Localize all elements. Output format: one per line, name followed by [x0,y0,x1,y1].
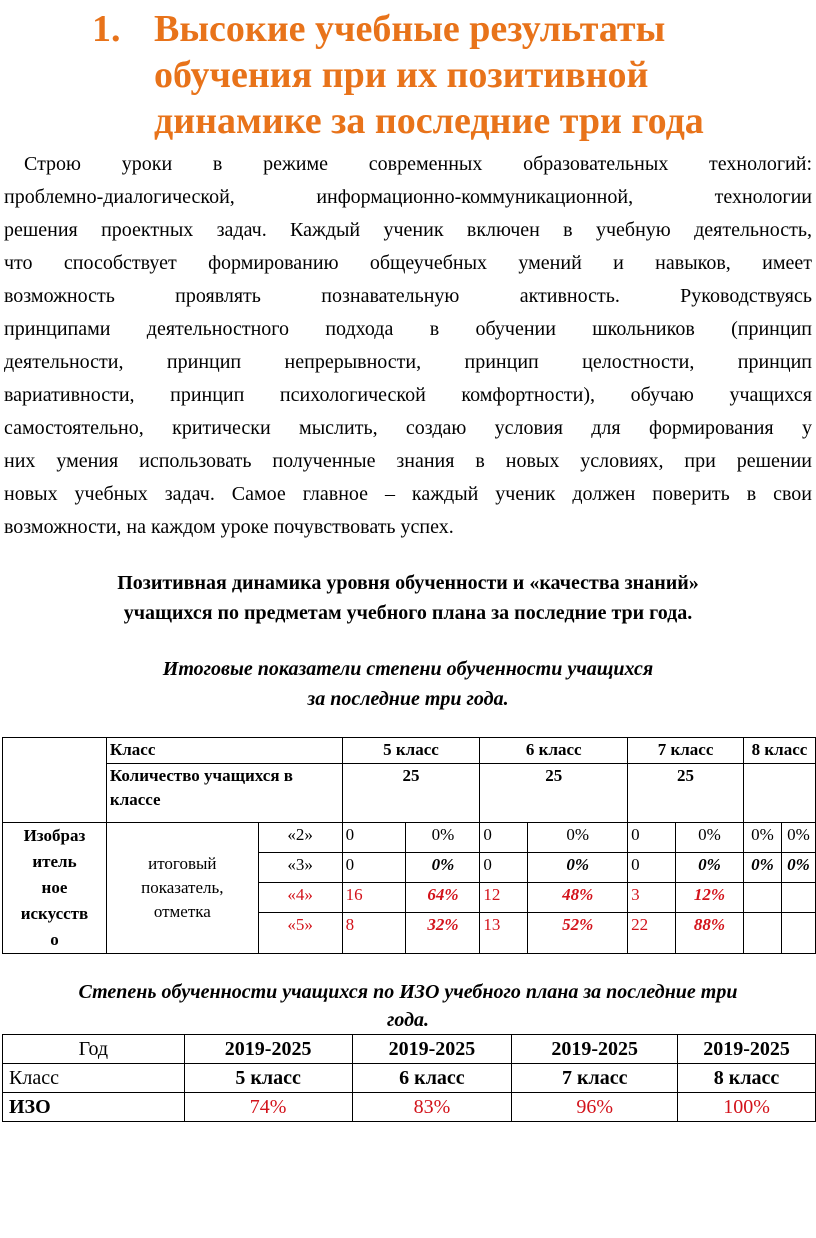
class-7-header: 7 класс [628,738,744,764]
paragraph-line: что способствует формированию общеучебных умений и навыков, имеет [4,252,812,274]
subtitle-line: за последние три года. [307,688,509,710]
subject-cell [3,823,107,954]
percent-cell: 0% [743,853,781,883]
mark-row-2 [3,823,816,853]
heading-number: 1. [92,8,121,50]
value-cell: 74% [184,1093,352,1122]
value-cell: 0 [628,853,676,883]
indicator-line: отметка [153,902,211,921]
subject-line: ное [41,878,68,897]
value-cell: 0 [342,823,406,853]
class-row [3,738,816,764]
class-cell: 5 класс [184,1064,352,1093]
class-cell: 8 класс [678,1064,816,1093]
paragraph-line: возможность проявлять познавательную активность. Руководствуясь [4,285,812,307]
count-8 [743,764,815,823]
subtitle-line: Позитивная динамика уровня обученности и «качества знаний» [117,572,699,594]
mark-cell: «2» [258,823,342,853]
class-label: Класс [3,1064,185,1093]
percent-cell: 0% [528,853,628,883]
subtitle-line: учащихся по предметам учебного плана за последние три года. [123,602,693,624]
paragraph-line: них умения использовать полученные знания в новых условиях, при решении [4,450,812,472]
paragraph-line: возможности, на каждом уроке почувствовать успех. [4,516,454,538]
percent-cell: 0% [676,823,744,853]
subject-line: итель [32,852,77,871]
value-cell: 83% [352,1093,512,1122]
percent-cell [743,883,781,913]
class-6-header: 6 класс [480,738,628,764]
value-cell: 12 [480,883,528,913]
subject-row [3,1093,816,1122]
indicators-table [2,737,816,954]
paragraph-line: деятельности, принцип непрерывности, принцип целостности, принцип [4,351,812,373]
section-heading [92,6,812,144]
count-7: 25 [628,764,744,823]
value-cell: 0 [480,853,528,883]
count-label: Количество учащихся в классе [106,764,342,823]
izo-table [2,1034,816,1122]
year-cell: 2019-2025 [678,1035,816,1064]
class-label: Класс [106,738,342,764]
caption-line: Степень обученности учащихся по ИЗО учебного плана за последние три [78,981,738,1003]
mark-cell: «3» [258,853,342,883]
class-8-header: 8 класс [743,738,815,764]
year-row [3,1035,816,1064]
count-row [3,764,816,823]
subject-line: искусств [20,904,89,923]
value-cell: 96% [512,1093,678,1122]
dynamics-subtitle [0,568,816,628]
percent-cell [781,913,815,954]
year-cell: 2019-2025 [184,1035,352,1064]
count-6: 25 [480,764,628,823]
percent-cell: 0% [676,853,744,883]
value-cell: 3 [628,883,676,913]
paragraph-line: принципами деятельностного подхода в обучении школьников (принцип [4,318,812,340]
class-cell: 6 класс [352,1064,512,1093]
percent-cell: 88% [676,913,744,954]
value-cell: 0 [480,823,528,853]
percent-cell: 0% [528,823,628,853]
value-cell: 22 [628,913,676,954]
year-label: Год [3,1035,185,1064]
mark-cell: «5» [258,913,342,954]
paragraph-line: проблемно-диалогической, информационно-коммуникационной, технологии [4,186,812,208]
heading-line: обучения при их позитивной [154,54,649,96]
subtitle-line: Итоговые показатели степени обученности учащихся [162,658,654,680]
percent-cell: 0% [781,853,815,883]
value-cell: 0 [342,853,406,883]
year-cell: 2019-2025 [512,1035,678,1064]
class-row [3,1064,816,1093]
value-cell: 16 [342,883,406,913]
percent-cell [781,883,815,913]
indicator-line: показатель, [141,878,224,897]
izo-caption [0,978,816,1034]
mark-cell: «4» [258,883,342,913]
percent-cell: 0% [781,823,815,853]
subject-label: ИЗО [3,1093,185,1122]
paragraph-line: Строю уроки в режиме современных образовательных технологий: [24,153,812,175]
indicators-subtitle [0,654,816,714]
paragraph-line: решения проектных задач. Каждый ученик включен в учебную деятельность, [4,219,812,241]
heading-line: динамике за последние три года [154,100,704,142]
percent-cell: 0% [743,823,781,853]
indicator-line: итоговый [148,854,217,873]
empty-cell [3,738,107,823]
paragraph-line: самостоятельно, критически мыслить, создаю условия для формирования у [4,417,812,439]
percent-cell: 48% [528,883,628,913]
heading-line: Высокие учебные результаты [154,8,666,50]
percent-cell: 52% [528,913,628,954]
indicator-cell [106,823,258,954]
subject-line: Изобраз [23,826,86,845]
value-cell: 8 [342,913,406,954]
percent-cell [743,913,781,954]
caption-line: года. [386,1009,430,1031]
value-cell: 100% [678,1093,816,1122]
subject-line: о [50,930,59,949]
class-5-header: 5 класс [342,738,480,764]
paragraph-line: вариативности, принцип психологической комфортности), обучаю учащихся [4,384,812,406]
count-5: 25 [342,764,480,823]
intro-paragraph [4,148,812,544]
year-cell: 2019-2025 [352,1035,512,1064]
paragraph-line: новых учебных задач. Самое главное – каждый ученик должен поверить в свои [4,483,812,505]
value-cell: 13 [480,913,528,954]
class-cell: 7 класс [512,1064,678,1093]
percent-cell: 64% [406,883,480,913]
percent-cell: 32% [406,913,480,954]
percent-cell: 12% [676,883,744,913]
value-cell: 0 [628,823,676,853]
percent-cell: 0% [406,853,480,883]
percent-cell: 0% [406,823,480,853]
